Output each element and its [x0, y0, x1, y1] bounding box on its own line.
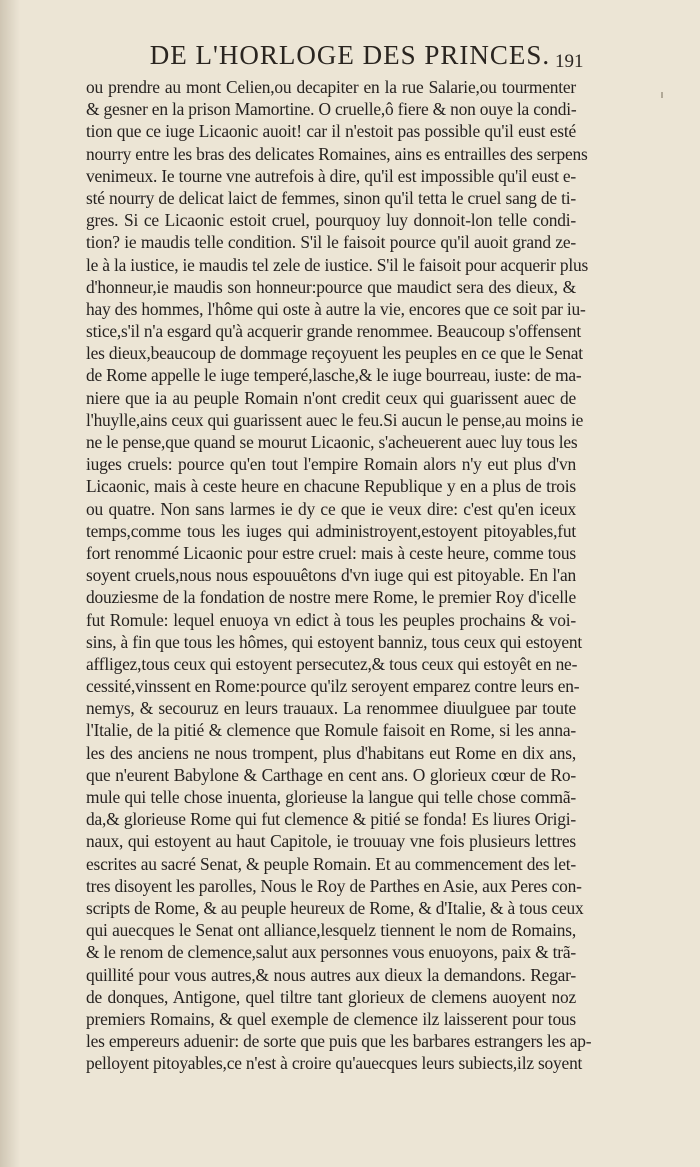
- text-line: les des anciens ne nous trompent, plus d'habitans eut Rome en dix ans,: [86, 742, 576, 763]
- text-line: mule qui telle chose inuenta, glorieuse la langue qui telle chose commã-: [86, 787, 576, 807]
- text-line: les empereurs aduenir: de sorte que puis que les barbares estrangers les ap-: [86, 1031, 592, 1052]
- page-fold-shadow: [0, 0, 20, 1167]
- page-number: 191: [555, 51, 584, 72]
- text-line: da,& glorieuse Rome qui fut clemence & pitié se fonda! Es liures Origi-: [86, 809, 576, 830]
- text-line: stice,s'il n'a esgard qu'à acquerir grande renommee. Beaucoup s'offensent: [86, 321, 581, 342]
- text-line: fort renommé Licaonic pour estre cruel: mais à ceste heure, comme tous: [86, 542, 576, 563]
- text-line: qui auecques le Senat ont alliance,lesquelz tiennent le nom de Romains,: [86, 920, 576, 941]
- margin-mark: [661, 92, 663, 98]
- text-line: les dieux,beaucoup de dommage reçoyuent les peuples en ce que le Senat: [86, 343, 583, 364]
- text-line: scripts de Rome, & au peuple heureux de Rome, & d'Italie, & à tous ceux: [86, 897, 584, 918]
- text-line: de Rome appelle le iuge temperé,lasche,& le iuge bourreau, iuste: de ma-: [86, 365, 582, 386]
- text-line: affligez,tous ceux qui estoyent persecutez,& tous ceux qui estoyêt en ne-: [86, 653, 578, 674]
- text-line: Licaonic, mais à ceste heure en chacune Republique y en a plus de trois: [86, 476, 576, 497]
- text-line: premiers Romains, & quel exemple de clemence ilz laisserent pour tous: [86, 1008, 576, 1029]
- text-line: temps,comme tous les iuges qui administroyent,estoyent pitoyables,fut: [86, 520, 576, 541]
- text-line: hay des hommes, l'hôme qui oste à autre la vie, encores que ce soit par iu-: [86, 298, 586, 319]
- text-line: sins, à fin que tous les hômes, qui estoyent banniz, tous ceux qui estoyent: [86, 631, 583, 652]
- text-line: que n'eurent Babylone & Carthage en cent ans. O glorieux cœur de Ro-: [86, 764, 576, 785]
- text-line: iuges cruels: pource qu'en tout l'empire Romain alors n'y eut plus d'vn: [86, 454, 576, 475]
- text-line: soyent cruels,nous nous espouuêtons d'vn iuge qui est pitoyable. En l'an: [86, 565, 576, 586]
- text-line: tres disoyent les parolles, Nous le Roy de Parthes en Asie, aux Peres con-: [86, 875, 582, 896]
- text-line: cessité,vinssent en Rome:pource qu'ilz seroyent emparez contre leurs en-: [86, 676, 580, 697]
- text-line: venimeux. Ie tourne vne autrefois à dire, qu'il est impossible qu'il eust e-: [86, 165, 576, 186]
- text-line: & gesner en la prison Mamortine. O cruelle,ô fiere & non ouye la condi-: [86, 99, 577, 120]
- text-line: sté nourry de delicat laict de femmes, sinon qu'il tetta le cruel sang de ti-: [86, 187, 576, 208]
- text-line: nourry entre les bras des delicates Romaines, ains es entrailles des serpens: [86, 143, 588, 164]
- text-line: naux, qui estoyent au haut Capitole, ie trouuay vne fois plusieurs lettres: [86, 831, 576, 852]
- text-line: pelloyent pitoyables,ce n'est à croire qu'auecques leurs subiects,ilz soyent: [86, 1053, 583, 1074]
- text-line: ou quatre. Non sans larmes ie dy ce que ie veux dire: c'est qu'en iceux: [86, 498, 576, 519]
- text-line: tion que ce iuge Licaonic auoit! car il n'estoit pas possible qu'il eust esté: [86, 121, 576, 142]
- text-line: tion? ie maudis telle condition. S'il le faisoit pource qu'il auoit grand ze-: [86, 232, 576, 253]
- text-line: de donques, Antigone, quel tiltre tant glorieux de clemens auoyent noz: [86, 986, 576, 1007]
- text-line: nemys, & secouruz en leurs trauaux. La renommee diuulguee par toute: [86, 698, 576, 719]
- text-line: ne le pense,que quand se mourut Licaonic, s'acheuerent auec luy tous les: [86, 432, 578, 452]
- text-line: douziesme de la fondation de nostre mere Rome, le premier Roy d'icelle: [86, 587, 576, 608]
- text-line: l'Italie, de la pitié & clemence que Romule faisoit en Rome, si les anna-: [86, 720, 576, 741]
- text-line: le à la iustice, ie maudis tel zele de iustice. S'il le faisoit pour acquerir plus: [86, 254, 589, 275]
- text-line: l'huylle,ains ceux qui guarissent auec le feu.Si aucun le pense,au moins ie: [86, 409, 584, 430]
- text-line: escrites au sacré Senat, & peuple Romain. Et au commencement des let-: [86, 853, 576, 874]
- text-line: gres. Si ce Licaonic estoit cruel, pourquoy luy donnoit-lon telle condi-: [86, 210, 576, 231]
- text-line: ou prendre au mont Celien,ou decapiter en la rue Salarie,ou tourmenter: [86, 77, 576, 97]
- text-line: d'honneur,ie maudis son honneur:pource que maudict sera des dieux, &: [86, 276, 576, 297]
- text-line: fut Romule: lequel enuoya vn edict à tous les peuples prochains & voi-: [86, 609, 576, 630]
- text-line: niere que ia au peuple Romain n'ont credit ceux qui guarissent auec de: [86, 387, 576, 408]
- body-text: [86, 76, 592, 1074]
- text-line: quillité pour vous autres,& nous autres aux dieux la demandons. Regar-: [86, 964, 576, 985]
- text-line: & le renom de clemence,salut aux personnes vous enuoyons, paix & trã-: [86, 942, 576, 963]
- running-header: DE L'HORLOGE DES PRINCES.: [149, 40, 551, 70]
